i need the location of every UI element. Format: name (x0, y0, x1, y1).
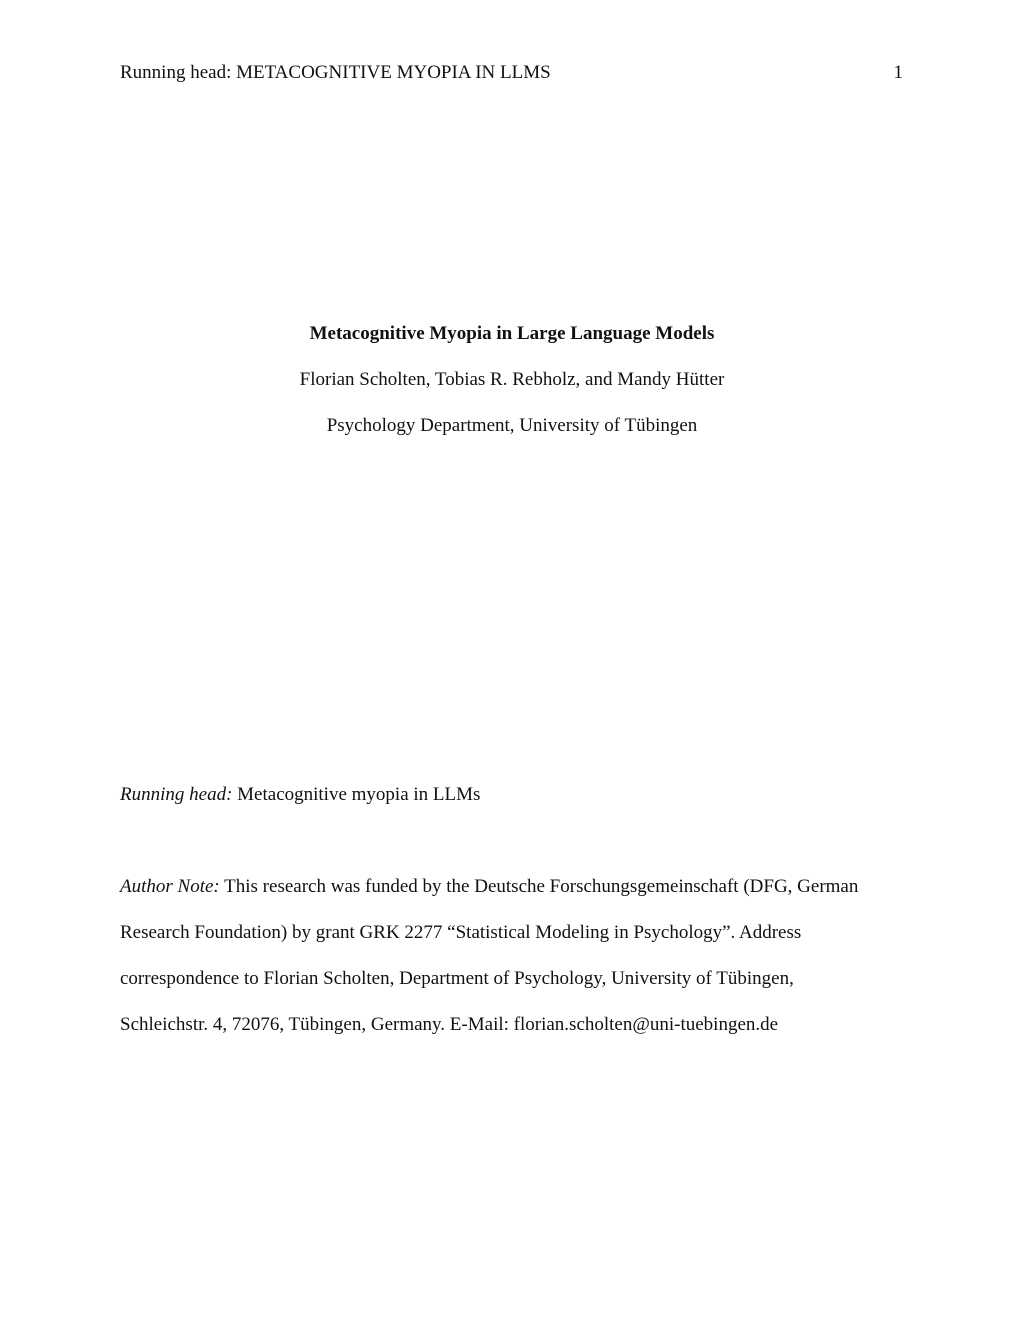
paper-title: Metacognitive Myopia in Large Language Models (309, 323, 715, 344)
page-number: 1 (893, 62, 903, 83)
author-list: Florian Scholten, Tobias R. Rebholz, and Mandy Hütter (299, 369, 725, 390)
author-note-line: Research Foundation) by grant GRK 2277 “Statistical Modeling in Psychology”. Address (120, 922, 802, 943)
running-head-header: Running head: METACOGNITIVE MYOPIA IN LLMS (120, 62, 551, 83)
author-note-label: Author Note: (120, 876, 220, 897)
running-head-text: Metacognitive myopia in LLMs (232, 784, 481, 805)
running-head-line (120, 783, 480, 807)
author-note (120, 875, 920, 1059)
author-note-line (120, 875, 920, 921)
running-head-label: Running head: (120, 784, 233, 805)
affiliation: Psychology Department, University of Tübingen (326, 415, 698, 436)
author-note-line: Schleichstr. 4, 72076, Tübingen, Germany. E-Mail: florian.scholten@uni-tuebingen.de (120, 1014, 779, 1035)
author-note-line1-text: This research was funded by the Deutsche Forschungsgemeinschaft (DFG, German (219, 876, 859, 897)
author-note-line: correspondence to Florian Scholten, Department of Psychology, University of Tübingen, (120, 968, 794, 989)
